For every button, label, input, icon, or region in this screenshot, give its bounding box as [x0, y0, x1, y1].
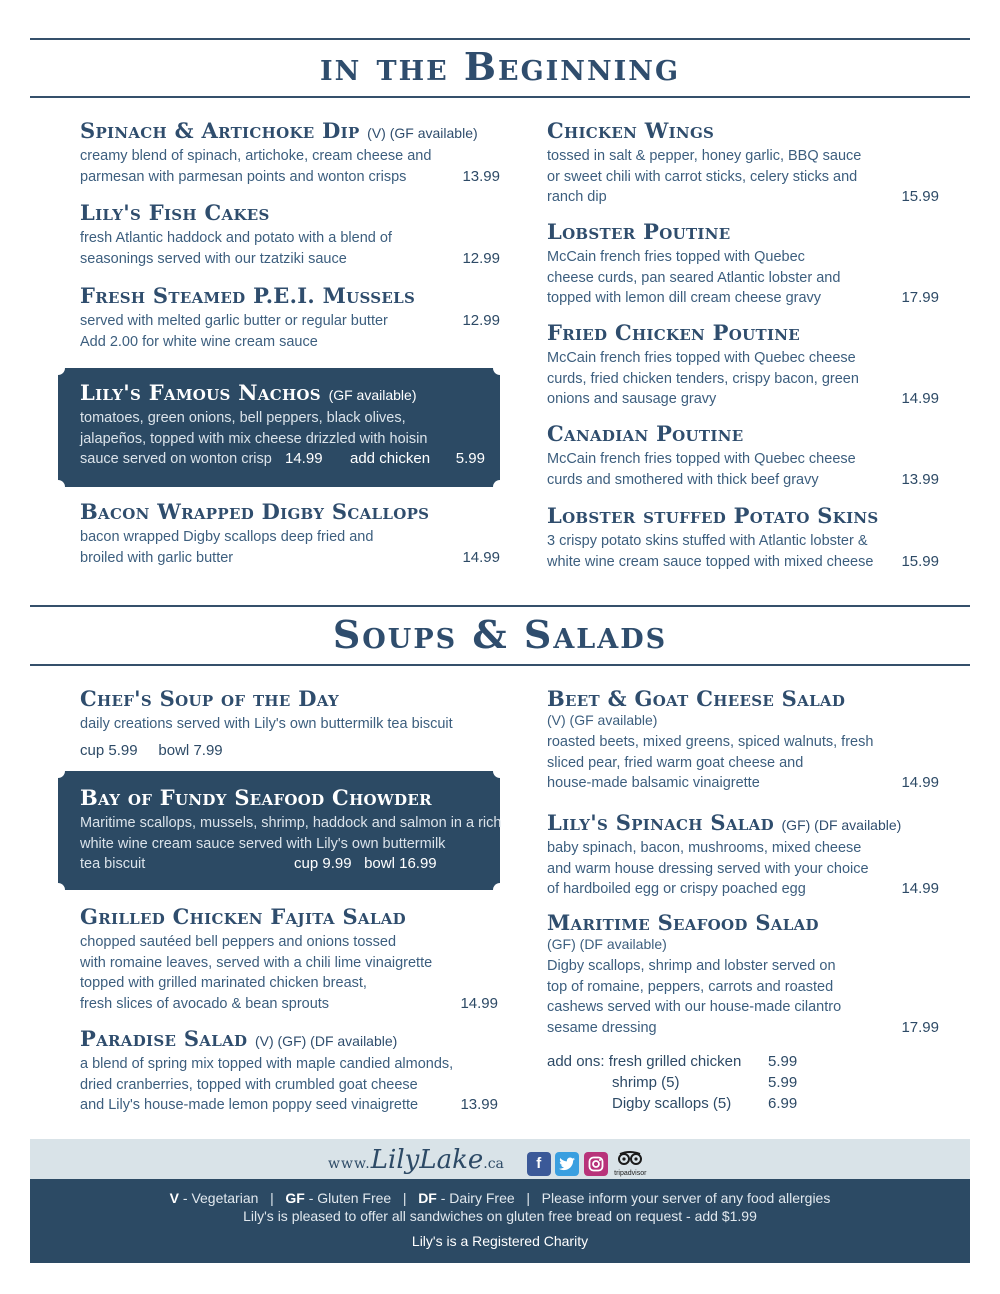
item-price: 14.99: [901, 880, 939, 897]
footer-info-bar: [30, 1179, 970, 1263]
twitter-icon[interactable]: [555, 1152, 579, 1176]
item-price: 14.99: [285, 450, 323, 467]
menu-item-nachos: Lily's Famous Nachos (GF available) tomatoes, green onions, bell peppers, black olives, jalapeños, topped with mix cheese drizzled with hoisin sauce served on wonton crisp 14.99 add chicken 5.99: [80, 380, 485, 470]
menu-item-potato-skins: Lobster stuffed Potato Skins 3 crispy potato skins stuffed with Atlantic lobster & white wine cream sauce topped with mixed cheese 15.99: [547, 503, 939, 572]
menu-item-scallops: Bacon Wrapped Digby Scallops bacon wrapped Digby scallops deep fried and broiled with garlic butter 14.99: [80, 499, 500, 568]
menu-item-canadian-poutine: Canadian Poutine McCain french fries topped with Quebec cheese curds and smothered with thick beef gravy 13.99: [547, 421, 939, 490]
section-title-soups: Soups & Salads: [332, 612, 668, 657]
item-price: 13.99: [462, 167, 500, 185]
menu-item-spinach-salad: Lily's Spinach Salad (GF) (DF available) baby spinach, bacon, mushrooms, mixed cheese and warm house dressing served with your choice of hardboiled egg or crispy poached egg 14.99: [547, 810, 939, 900]
item-note: (V) (GF available): [367, 125, 478, 141]
item-price: 14.99: [460, 994, 498, 1012]
website-tld: .ca: [483, 1156, 504, 1172]
item-price: 15.99: [901, 552, 939, 570]
menu-item-lobster-poutine: Lobster Poutine McCain french fries topped with Quebec cheese curds, pan seared Atlantic lobster and topped with lemon dill cream cheese gravy 17.99: [547, 219, 939, 309]
top-rule: [30, 38, 970, 40]
section-rule: [30, 605, 970, 607]
charity-note: Lily's is a Registered Charity: [411, 1233, 589, 1249]
add-ons-list: add ons: fresh grilled chicken 5.99 shrimp (5) 5.99 Digby scallops (5) 6.99: [547, 1053, 798, 1112]
item-price: 15.99: [901, 188, 939, 205]
menu-item-spinach-dip: Spinach & Artichoke Dip (V) (GF available) creamy blend of spinach, artichoke, cream cheese and parmesan with parmesan points and wonton crisps 13.99: [80, 118, 500, 187]
item-price: 13.99: [901, 470, 939, 488]
tripadvisor-icon[interactable]: tripadvisor: [614, 1151, 646, 1177]
item-price: 14.99: [901, 390, 939, 407]
addon-price: 5.99: [455, 450, 485, 467]
item-price: 17.99: [901, 1018, 939, 1036]
item-price: 12.99: [462, 312, 500, 329]
item-price: 14.99: [901, 774, 939, 791]
featured-nachos-box: [58, 368, 500, 487]
gluten-free-note: Lily's is pleased to offer all sandwiches on gluten free bread on request - add $1.99: [243, 1208, 757, 1224]
menu-item-wings: Chicken Wings tossed in salt & pepper, honey garlic, BBQ sauce or sweet chili with carrot sticks, celery sticks and ranch dip 15.99: [547, 118, 939, 208]
item-price: 13.99: [460, 1096, 498, 1113]
menu-item-soup-of-day: Chef's Soup of the Day daily creations served with Lily's own buttermilk tea biscuit cup 5.99 bowl 7.99: [80, 686, 453, 759]
menu-item-fried-chicken-poutine: Fried Chicken Poutine McCain french fries topped with Quebec cheese curds, fried chicken tenders, crispy bacon, green onions and sausage gravy 14.99: [547, 320, 939, 410]
dietary-legend: V - Vegetarian | GF - Gluten Free | DF - Dairy Free | Please inform your server of any food allergies: [169, 1190, 831, 1206]
menu-item-paradise-salad: Paradise Salad (V) (GF) (DF available) a blend of spring mix topped with maple candied almonds, dried cranberries, topped with crumbled goat cheese and Lily's house-made lemon poppy seed vinaigrette 13.99: [80, 1026, 498, 1116]
footer-brand-bar: [30, 1139, 970, 1179]
instagram-icon[interactable]: [584, 1152, 608, 1176]
menu-item-fajita-salad: Grilled Chicken Fajita Salad chopped sautéed bell peppers and onions tossed with romaine leaves, served with a chili lime vinaigrette topped with grilled marinated chicken breast, fresh slices of avocado & bean sprouts 14.99: [80, 904, 498, 1014]
facebook-icon[interactable]: f: [527, 1152, 551, 1176]
item-price: 17.99: [901, 289, 939, 306]
section-rule: [30, 96, 970, 98]
section-title-beginning: in the Beginning: [319, 44, 681, 89]
featured-chowder-box: [58, 771, 500, 890]
item-price: 14.99: [462, 548, 500, 566]
website-brand[interactable]: LilyLake: [370, 1145, 484, 1175]
menu-item-seafood-salad: Maritime Seafood Salad (GF) (DF available) Digby scallops, shrimp and lobster served on top of romaine, peppers, carrots and roasted cashews served with our house-made cilantro sesame dressing 17.99: [547, 910, 939, 1038]
menu-item-fish-cakes: Lily's Fish Cakes fresh Atlantic haddock and potato with a blend of seasonings served with our tzatziki sauce 12.99: [80, 200, 500, 269]
menu-item-chowder: Bay of Fundy Seafood Chowder Maritime scallops, mussels, shrimp, haddock and salmon in a rich white wine cream sauce served with Lily's own buttermilk tea biscuit cup 9.99 bowl 16.99: [80, 785, 502, 872]
menu-item-mussels: Fresh Steamed P.E.I. Mussels served with melted garlic butter or regular butter 12.99 Add 2.00 for white wine cream sauce: [80, 283, 500, 350]
menu-item-beet-salad: Beet & Goat Cheese Salad (V) (GF available) roasted beets, mixed greens, spiced walnuts, fresh sliced pear, fried warm goat cheese and house-made balsamic vinaigrette 14.99: [547, 686, 939, 794]
section-rule: [30, 664, 970, 666]
website-prefix: www.: [328, 1156, 371, 1172]
item-price: 12.99: [462, 249, 500, 267]
addon-label: add chicken: [350, 450, 431, 467]
